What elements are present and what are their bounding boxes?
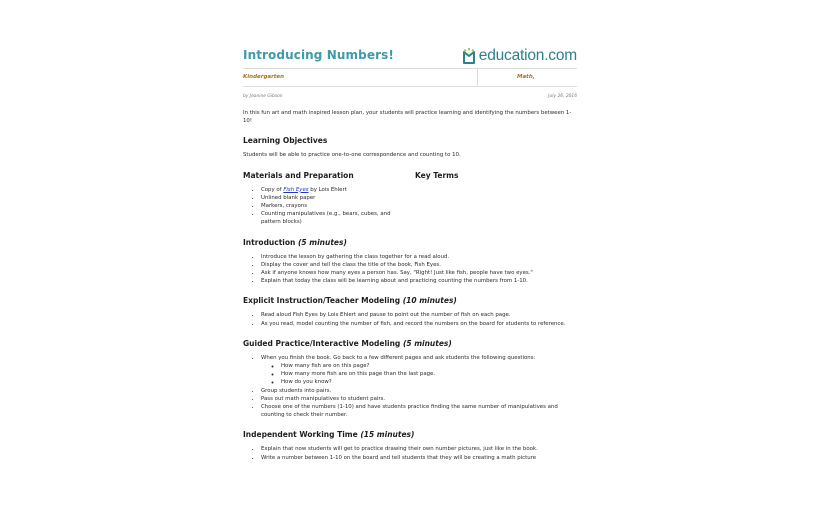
materials-heading: Materials and Preparation xyxy=(243,170,354,180)
lesson-plan-document xyxy=(243,42,577,484)
lesson-title: Introducing Numbers! xyxy=(243,48,394,62)
guided-heading: Guided Practice/Interactive Modeling (5 minutes) xyxy=(243,338,452,348)
publish-date: July 26, 2016 xyxy=(548,94,577,99)
independent-working-section xyxy=(243,430,577,461)
list-item: • Explain that now students will get to practice drawing their own number pictures, just like in the book. xyxy=(261,445,577,453)
list-item: • Markers, crayons xyxy=(261,202,411,210)
subject-label: Math, xyxy=(517,74,535,80)
list-item: • Choose one of the numbers (1-10) and have students practice finding the same number of manipulatives and counting to check their number. xyxy=(261,403,577,419)
list-item: • Counting manipulatives (e.g., bears, cubes, and pattern blocks) xyxy=(261,210,411,226)
introduction-section xyxy=(243,238,577,286)
list-item: • As you read, model counting the number of fish, and record the numbers on the board for students to reference. xyxy=(261,320,577,328)
byline xyxy=(243,87,577,101)
lightbulb-icon xyxy=(461,46,477,66)
list-item: • When you finish the book. Go back to a few different pages and ask students the following questions: ◦ How many fish are on this page? ◦ How many more fish are on this page than the last page. ◦ How do you know? xyxy=(261,354,577,387)
list-item: • Read aloud Fish Eyes by Lois Ehlert and pause to point out the number of fish on each page. xyxy=(261,311,577,319)
independent-list xyxy=(243,445,577,461)
objectives-text: Students will be able to practice one-to-one correspondence and counting to 10. xyxy=(243,152,461,159)
logo-wordmark: education.com xyxy=(478,47,577,64)
list-item: • Explain that today the class will be learning about and practicing counting the numbers from 1-10. xyxy=(261,277,577,285)
fish-eyes-link[interactable]: Fish Eyes xyxy=(283,186,309,193)
list-item: • Unlined blank paper xyxy=(261,194,411,202)
document-header xyxy=(243,42,577,68)
sub-list-item: ◦ How many more fish are on this page than the last page. xyxy=(281,370,577,378)
key-terms-heading: Key Terms xyxy=(415,170,459,180)
independent-heading: Independent Working Time (15 minutes) xyxy=(243,430,415,440)
materials-section xyxy=(243,171,577,227)
list-item: • Copy of Fish Eyes by Lois Ehlert xyxy=(261,186,411,194)
meta-divider xyxy=(477,69,478,86)
intro-paragraph: In this fun art and math inspired lesson plan, your students will practice learning and identifying the numbers between 1-10! xyxy=(243,110,572,125)
guided-sublist xyxy=(261,362,577,387)
materials-list xyxy=(243,186,411,227)
explicit-list xyxy=(243,311,577,327)
sub-list-item: ◦ How many fish are on this page? xyxy=(281,362,577,370)
meta-bar xyxy=(243,68,577,87)
list-item: • Pass out math manipulatives to student pairs. xyxy=(261,395,577,403)
list-item: • Introduce the lesson by gathering the class together for a read aloud. xyxy=(261,253,577,261)
list-item: • Group students into pairs. xyxy=(261,387,577,395)
introduction-list xyxy=(243,253,577,286)
sub-list-item: ◦ How do you know? xyxy=(281,378,577,386)
education-logo[interactable] xyxy=(461,45,577,67)
list-item: • Write a number between 1-10 on the board and tell students that they will be creating a math picture xyxy=(261,454,577,462)
objectives-heading: Learning Objectives xyxy=(243,136,328,146)
explicit-instruction-section xyxy=(243,296,577,327)
learning-objectives-section xyxy=(243,136,577,159)
explicit-heading: Explicit Instruction/Teacher Modeling (10 minutes) xyxy=(243,296,457,306)
guided-list xyxy=(243,354,577,420)
author: by Jeanine Gibson xyxy=(243,94,283,99)
grade-label: Kindergarten xyxy=(243,74,285,80)
list-item: • Ask if anyone knows how many eyes a person has. Say, "Right! Just like fish, people have two eyes." xyxy=(261,269,577,277)
guided-practice-section xyxy=(243,339,577,420)
list-item: • Display the cover and tell the class the title of the book, Fish Eyes. xyxy=(261,261,577,269)
introduction-heading: Introduction (5 minutes) xyxy=(243,237,347,247)
